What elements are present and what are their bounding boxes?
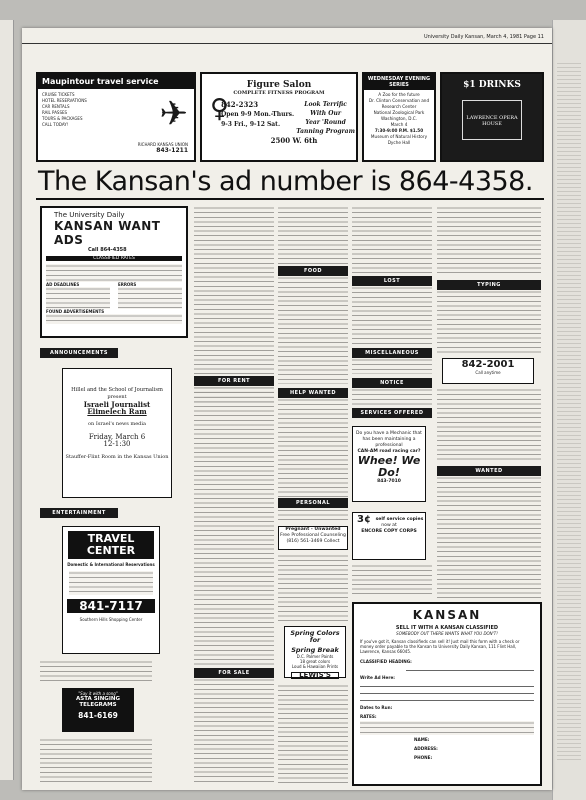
hillel-speaker: Elimelech Ram — [87, 407, 147, 416]
section-services-offered: SERVICES OFFERED — [352, 408, 432, 418]
classified-rates-label: CLASSIFIED RATES — [46, 256, 182, 261]
want-ads-title: KANSAN WANT ADS — [54, 219, 161, 247]
figure-silhouette-icon: ♀ — [210, 94, 230, 124]
mechanic-whee: Whee! We Do! — [357, 454, 421, 479]
series-line: Dr. Clinton Conservation and Research Center — [368, 98, 430, 109]
list-item: HOTEL RESERVATIONS — [42, 98, 87, 103]
salon-subtitle: COMPLETE FITNESS PROGRAM — [233, 90, 325, 96]
personal-counseling-box — [278, 526, 348, 550]
travel-service-name: Maupintour travel service — [38, 74, 194, 89]
copy-line: now at — [381, 523, 397, 528]
errors-label: ERRORS — [118, 282, 137, 287]
spring-line: Loud & Hawaiian Prints — [291, 664, 339, 669]
form-title: KANSAN — [412, 608, 482, 622]
counseling-line: Pregnant - Unwanted — [285, 527, 341, 532]
list-item: CALL TODAY! — [42, 122, 69, 127]
lewis-logo: LEWIS'S — [291, 672, 339, 679]
running-head: University Daily Kansan, March 4, 1981 Page 11 — [22, 34, 552, 44]
hillel-date: Friday, March 6 — [88, 433, 146, 441]
salon-phone: 842-2323 — [221, 100, 259, 109]
series-price: $1.50 — [409, 128, 424, 133]
drinks-title: $1 DRINKS — [463, 80, 521, 90]
series-heading: WEDNESDAY EVENING SERIES — [364, 74, 434, 90]
self-service-copies-ad — [352, 512, 426, 560]
spring-colors-ad — [284, 626, 346, 678]
counseling-line: Free Professional Counseling — [280, 533, 346, 538]
asta-quote: "Say it with a song" — [78, 691, 118, 696]
section-personal: PERSONAL — [278, 498, 348, 508]
copy-line: ENCORE COPY CORPS — [361, 529, 417, 534]
adjacent-page-edge-left — [0, 20, 14, 780]
section-food: FOOD — [278, 266, 348, 276]
section-help-wanted: HELP WANTED — [278, 388, 348, 398]
adjacent-page-edge-right — [552, 20, 586, 800]
mechanic-question: Do you have a Mechanic that has been maintaining a professional — [356, 431, 422, 448]
copy-price: 3¢ — [357, 514, 371, 525]
want-ads-top: The University Daily — [54, 211, 125, 219]
counseling-phone: (816) 561-3469 Collect — [286, 539, 340, 544]
section-wanted: WANTED — [437, 466, 541, 476]
kansan-classified-form — [352, 602, 542, 786]
salon-hours: Open 9-9 Mon.-Thurs. — [221, 111, 295, 118]
typing-phone-ad — [442, 358, 534, 384]
spring-line: Spring Colors for — [290, 629, 340, 644]
salon-title: Figure Salon — [246, 80, 312, 90]
form-label-phone: PHONE: — [414, 755, 433, 760]
section-for-sale: FOR SALE — [194, 668, 274, 678]
airplane-icon: ✈ — [159, 94, 188, 134]
section-for-rent: FOR RENT — [194, 376, 274, 386]
classified-heading-field[interactable] — [406, 666, 534, 671]
list-item: RAIL PASSES — [42, 110, 68, 115]
ad-text-field[interactable] — [360, 682, 534, 687]
salon-slogan: Look Terrific — [304, 101, 347, 108]
series-date: March 4 — [390, 122, 408, 127]
travel-center-phone: 841-7117 — [67, 599, 155, 613]
asta-telegrams-ad — [62, 688, 134, 732]
hillel-topic: on Israel's news media — [88, 421, 146, 427]
form-label-ad: Write Ad Here: — [360, 675, 395, 680]
form-instructions: If you've got it, Kansan classifieds can sell it! Just mail this form with a check or money order payable to the Kansan to University Daily Kansan, 111 Flint Hall, Lawrence, Kansas 66045. — [360, 639, 520, 654]
list-item: TOURS & PACKAGES — [42, 116, 83, 121]
travel-center-logo: TRAVEL CENTER — [68, 531, 154, 559]
list-item: CRUISE TICKETS — [42, 92, 75, 97]
travel-center-ad — [62, 526, 160, 654]
section-typing: TYPING — [437, 280, 541, 290]
form-label-name: NAME: — [414, 737, 430, 742]
divider — [36, 198, 544, 200]
ad-text-field[interactable] — [360, 696, 534, 701]
hillel-ad — [62, 368, 172, 498]
travel-service-contact — [138, 142, 188, 154]
travel-center-address: Southern Hills Shopping Center — [79, 617, 143, 622]
spring-line: Spring Break — [291, 646, 339, 654]
form-label-dates: Dates to Run: — [360, 705, 393, 710]
hillel-title: Israeli Journalist — [83, 400, 151, 409]
form-label-rates: RATES: — [360, 714, 377, 719]
asta-phone: 841-6169 — [78, 711, 118, 720]
ad-deadlines-label: AD DEADLINES — [46, 282, 80, 287]
form-label-heading: CLASSIFIED HEADING: — [360, 659, 412, 664]
spring-line: D.C. Palmer Paints — [296, 654, 334, 659]
wednesday-series-ad — [362, 72, 436, 162]
ad-number-headline: The Kansan's ad number is 864-4358. — [38, 166, 533, 197]
want-ads-call: Call 864-4358 — [88, 247, 127, 253]
section-entertainment: ENTERTAINMENT — [40, 508, 118, 518]
form-subtitle2: SOMEBODY OUT THERE WANTS WHAT YOU DON'T! — [396, 631, 498, 636]
series-time: 7:30-9:00 P.M. — [374, 128, 409, 133]
section-lost: LOST — [352, 276, 432, 286]
series-venue: Museum of Natural History Dyche Hall — [370, 134, 428, 145]
hillel-org: Hillel and the School of Journalism — [71, 387, 163, 393]
form-label-address: ADDRESS: — [414, 746, 438, 751]
hillel-presents: present — [107, 394, 127, 400]
hillel-venue: Stauffer-Flint Room in the Kansas Union — [65, 454, 169, 460]
travel-service-list — [38, 89, 100, 131]
mechanic-phone: 843-7010 — [377, 479, 401, 484]
mechanic-ad — [352, 426, 426, 502]
drinks-ad — [440, 72, 544, 162]
hillel-time: 12-1:30 — [103, 440, 131, 448]
asta-name: ASTA SINGING TELEGRAMS — [75, 696, 120, 708]
section-notice: NOTICE — [352, 378, 432, 388]
mechanic-question: CAN-AM road racing car? — [357, 449, 421, 454]
typing-note: Call anytime — [475, 370, 501, 375]
salon-slogan: With Our — [310, 110, 342, 117]
opera-house-logo: LAWRENCE OPERA HOUSE — [462, 100, 522, 140]
salon-hours2: 9-3 Fri., 9-12 Sat. — [221, 121, 281, 128]
figure-salon-ad — [200, 72, 358, 162]
form-subtitle: SELL IT WITH A KANSAN CLASSIFIED — [395, 625, 499, 631]
list-item: CAR RENTALS — [42, 104, 70, 109]
typing-phone: 842-2001 — [461, 359, 515, 370]
found-ads-label: FOUND ADVERTISEMENTS — [46, 309, 105, 314]
salon-slogan: Tanning Program — [296, 128, 355, 135]
ad-text-field[interactable] — [360, 689, 534, 694]
section-miscellaneous: MISCELLANEOUS — [352, 348, 432, 358]
location: RICHARD KANSAS UNION — [137, 142, 188, 147]
series-line: National Zoological Park Washington, D.C. — [373, 110, 425, 121]
copy-line: self service copies — [375, 517, 424, 522]
spring-line: 18 great colors — [299, 659, 331, 664]
travel-center-tagline: Domestic & International Reservations — [67, 562, 155, 567]
want-ads-box — [40, 206, 188, 338]
series-line: A Zoo for the future — [378, 92, 420, 97]
salon-slogan: Year 'Round — [305, 119, 346, 126]
travel-service-ad — [36, 72, 196, 162]
section-announcements: ANNOUNCEMENTS — [40, 348, 118, 358]
newspaper-page — [22, 28, 552, 790]
salon-address: 2500 W. 6th — [270, 136, 318, 145]
phone: 843-1211 — [156, 147, 188, 154]
